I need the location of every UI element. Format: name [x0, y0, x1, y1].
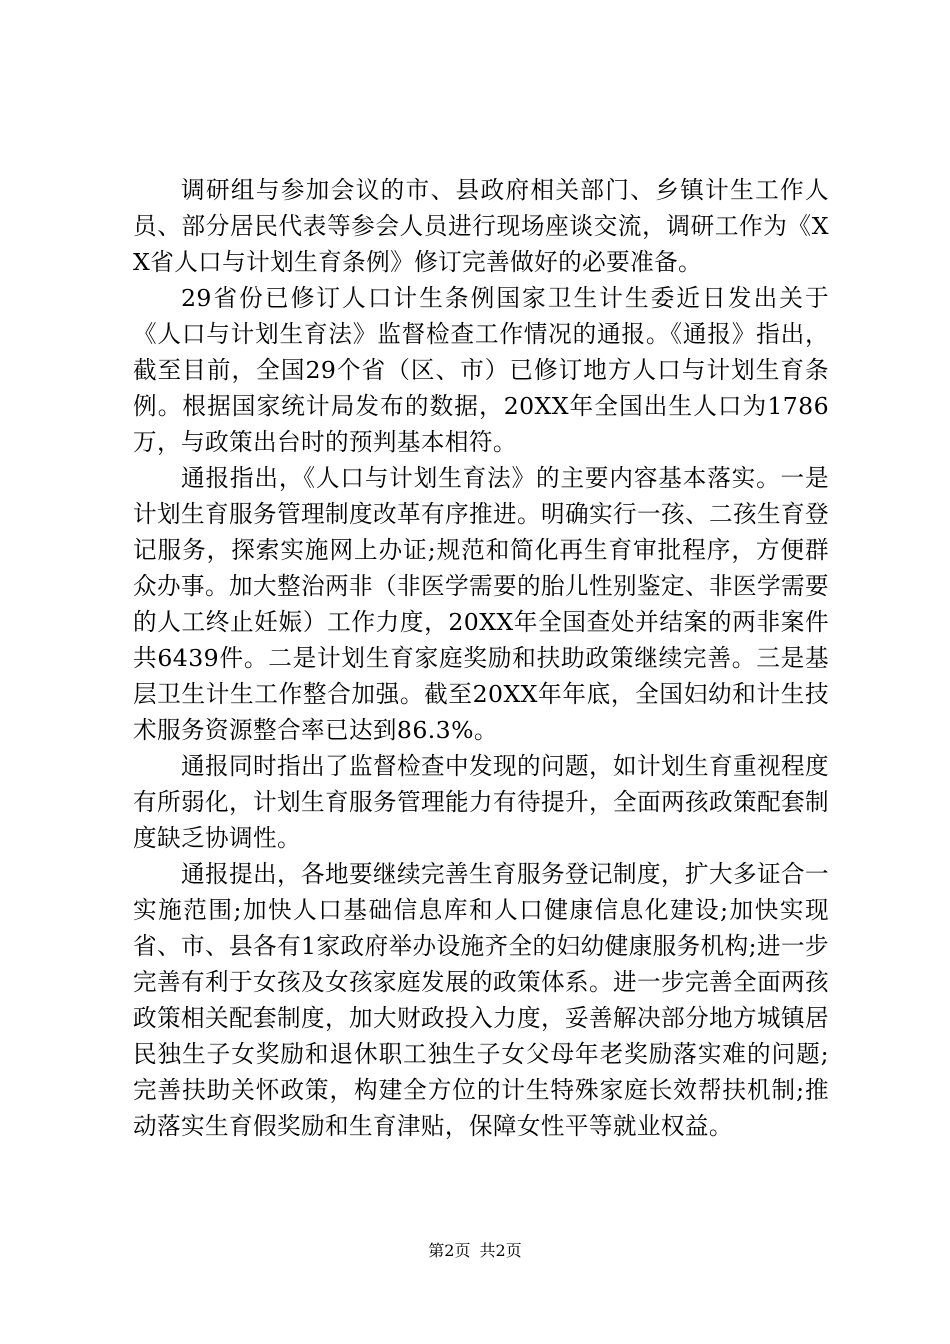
page-footer	[0, 1241, 950, 1261]
paragraph: 调研组与参加会议的市、县政府相关部门、乡镇计生工作人员、部分居民代表等参会人员进行现场座谈交流，调研工作为《XX省人口与计划生育条例》修订完善做好的必要准备。	[133, 176, 829, 276]
paragraph: 29省份已修订人口计生条例国家卫生计生委近日发出关于《人口与计划生育法》监督检查工作情况的通报。《通报》指出，截至目前，全国29个省（区、市）已修订地方人口与计划生育条例。根据国家统计局发布的数据，20XX年全国出生人口为1786万，与政策出台时的预判基本相符。	[133, 284, 829, 456]
paragraph: 通报提出，各地要继续完善生育服务登记制度，扩大多证合一实施范围;加快人口基础信息库和人口健康信息化建设;加快实现省、市、县各有1家政府举办设施齐全的妇幼健康服务机构;进一步完善有利于女孩及女孩家庭发展的政策体系。进一步完善全面两孩政策相关配套制度，加大财政投入力度，妥善解决部分地方城镇居民独生子女奖励和退休职工独生子女父母年老奖励落实难的问题;完善扶助关怀政策，构建全方位的计生特殊家庭长效帮扶机制;推动落实生育假奖励和生育津贴，保障女性平等就业权益。	[133, 860, 829, 1140]
page-number: 第2页	[428, 1241, 471, 1260]
paragraph: 通报同时指出了监督检查中发现的问题，如计划生育重视程度有所弱化，计划生育服务管理能力有待提升，全面两孩政策配套制度缺乏协调性。	[133, 752, 829, 852]
document-body	[133, 172, 829, 1144]
paragraph: 通报指出，《人口与计划生育法》的主要内容基本落实。一是计划生育服务管理制度改革有序推进。明确实行一孩、二孩生育登记服务，探索实施网上办证;规范和简化再生育审批程序，方便群众办事。加大整治两非（非医学需要的胎儿性别鉴定、非医学需要的人工终止妊娠）工作力度，20XX年全国查处并结案的两非案件共6439件。二是计划生育家庭奖励和扶助政策继续完善。三是基层卫生计生工作整合加强。截至20XX年年底，全国妇幼和计生技术服务资源整合率已达到86.3%。	[133, 464, 829, 744]
page-total: 共2页	[479, 1241, 522, 1260]
